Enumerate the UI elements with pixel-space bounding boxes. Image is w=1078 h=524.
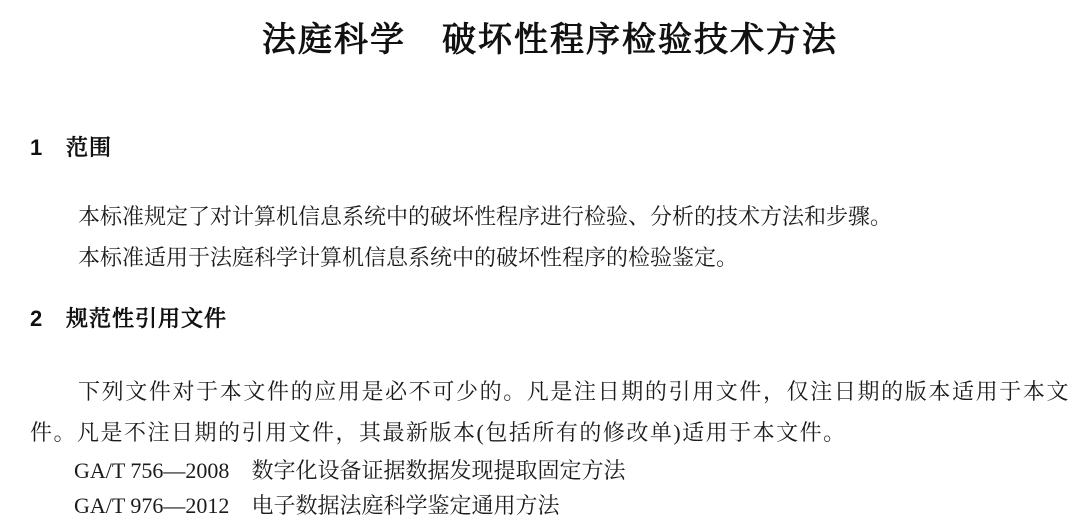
reference-code: GA/T 976—2012 — [74, 493, 230, 518]
section-refs-title: 规范性引用文件 — [66, 306, 228, 331]
section-scope — [30, 134, 1070, 278]
section-scope-heading — [30, 134, 1070, 162]
reference-title: 电子数据法庭科学鉴定通用方法 — [251, 493, 560, 518]
document-title: 法庭科学 破坏性程序检验技术方法 — [262, 21, 838, 59]
section-refs-heading — [30, 305, 1070, 333]
reference-code: GA/T 756—2008 — [74, 458, 230, 483]
refs-intro-paragraph: 下列文件对于本文件的应用是必不可少的。凡是注日期的引用文件，仅注日期的版本适用于本文件。凡是不注日期的引用文件，其最新版本(包括所有的修改单)适用于本文件。 — [30, 379, 1070, 445]
section-scope-number: 1 — [30, 135, 43, 160]
section-refs-number: 2 — [30, 306, 43, 331]
section-scope-title: 范围 — [66, 135, 113, 160]
scope-paragraph-1: 本标准规定了对计算机信息系统中的破坏性程序进行检验、分析的技术方法和步骤。 — [78, 204, 893, 229]
reference-entry — [30, 453, 1070, 488]
reference-title: 数字化设备证据数据发现提取固定方法 — [251, 458, 626, 483]
section-normative-references — [30, 305, 1070, 523]
reference-entry — [30, 488, 1070, 523]
scope-paragraph-2: 本标准适用于法庭科学计算机信息系统中的破坏性程序的检验鉴定。 — [78, 245, 739, 270]
